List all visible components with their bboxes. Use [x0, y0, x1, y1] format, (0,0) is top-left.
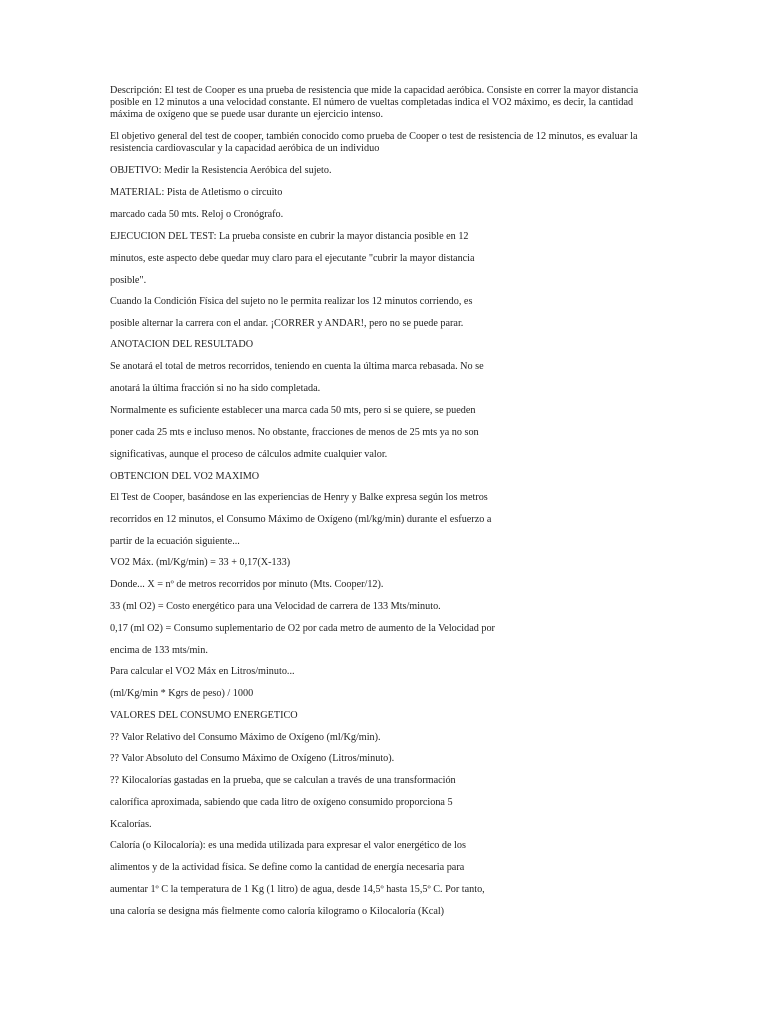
section-heading-result: ANOTACION DEL RESULTADO: [110, 339, 254, 350]
text-line: calorífica aproximada, sabiendo que cada litro de oxígeno consumido proporciona 5: [110, 797, 453, 808]
execution-heading-line: EJECUCION DEL TEST: La prueba consiste en cubrir la mayor distancia posible en 12: [110, 231, 469, 242]
text-line: 0,17 (ml O2) = Consumo suplementario de O2 por cada metro de aumento de la Velocidad por: [110, 623, 495, 634]
text-line: posible alternar la carrera con el andar. ¡CORRER y ANDAR!, pero no se puede parar.: [110, 318, 464, 329]
text-line: aumentar 1º C la temperatura de 1 Kg (1 litro) de agua, desde 14,5º hasta 15,5º C. Por tanto,: [110, 884, 485, 895]
section-heading-vo2: OBTENCION DEL VO2 MAXIMO: [110, 471, 260, 482]
text-line: una caloría se designa más fielmente como caloría kilogramo o Kilocaloría (Kcal): [110, 906, 445, 917]
general-objective-paragraph: El objetivo general del test de cooper, también conocido como prueba de Cooper o test de resistencia de 12 minutos, es evaluar la resistencia cardiovascular y la capacidad aeróbica de un individuo: [110, 131, 638, 155]
text-line: Kcalorías.: [110, 819, 152, 830]
text-line: Se anotará el total de metros recorridos, teniendo en cuenta la última marca rebasada. No se: [110, 361, 484, 372]
formula-line: (ml/Kg/min * Kgrs de peso) / 1000: [110, 688, 254, 699]
text-line: Donde... X = nº de metros recorridos por minuto (Mts. Cooper/12).: [110, 579, 384, 590]
text-line: El Test de Cooper, basándose en las experiencias de Henry y Balke expresa según los metros: [110, 492, 488, 503]
text-line: alimentos y de la actividad física. Se define como la cantidad de energía necesaria para: [110, 862, 465, 873]
text-line: minutos, este aspecto debe quedar muy claro para el ejecutante "cubrir la mayor distancia: [110, 253, 475, 264]
list-item: ?? Valor Relativo del Consumo Máximo de Oxígeno (ml/Kg/min).: [110, 732, 381, 743]
formula-line: VO2 Máx. (ml/Kg/min) = 33 + 0,17(X-133): [110, 557, 291, 568]
list-item: ?? Kilocalorías gastadas en la prueba, que se calculan a través de una transformación: [110, 775, 456, 786]
intro-paragraph: Descripción: El test de Cooper es una prueba de resistencia que mide la capacidad aeróbica. Consiste en correr la mayor distancia posible en 12 minutos a una velocidad constante. El número de vueltas completadas indica el VO2 máximo, es decir, la cantidad máxima de oxígeno que se puede usar durante un ejercicio intenso.: [110, 85, 639, 121]
text-line: significativas, aunque el proceso de cálculos admite cualquier valor.: [110, 449, 388, 460]
text-line: encima de 133 mts/min.: [110, 645, 208, 656]
text-line: Cuando la Condición Física del sujeto no le permita realizar los 12 minutos corriendo, es: [110, 296, 473, 307]
text-line: Caloría (o Kilocaloría): es una medida utilizada para expresar el valor energético de los: [110, 840, 466, 851]
text-line: partir de la ecuación siguiente...: [110, 536, 240, 547]
text-line: Normalmente es suficiente establecer una marca cada 50 mts, pero si se quiere, se pueden: [110, 405, 476, 416]
text-line: Para calcular el VO2 Máx en Litros/minuto...: [110, 666, 295, 677]
section-heading-energy: VALORES DEL CONSUMO ENERGETICO: [110, 710, 298, 721]
text-line: anotará la última fracción si no ha sido completada.: [110, 383, 321, 394]
material-line: MATERIAL: Pista de Atletismo o circuito: [110, 187, 283, 198]
text-line: posible".: [110, 275, 147, 286]
text-line: 33 (ml O2) = Costo energético para una Velocidad de carrera de 133 Mts/minuto.: [110, 601, 441, 612]
objective-line: OBJETIVO: Medir la Resistencia Aeróbica del sujeto.: [110, 165, 332, 176]
text-line: poner cada 25 mts e incluso menos. No obstante, fracciones de menos de 25 mts ya no son: [110, 427, 479, 438]
text-line: marcado cada 50 mts. Reloj o Cronógrafo.: [110, 209, 284, 220]
text-line: recorridos en 12 minutos, el Consumo Máximo de Oxígeno (ml/kg/min) durante el esfuerzo a: [110, 514, 492, 525]
list-item: ?? Valor Absoluto del Consumo Máximo de Oxígeno (Litros/minuto).: [110, 753, 395, 764]
